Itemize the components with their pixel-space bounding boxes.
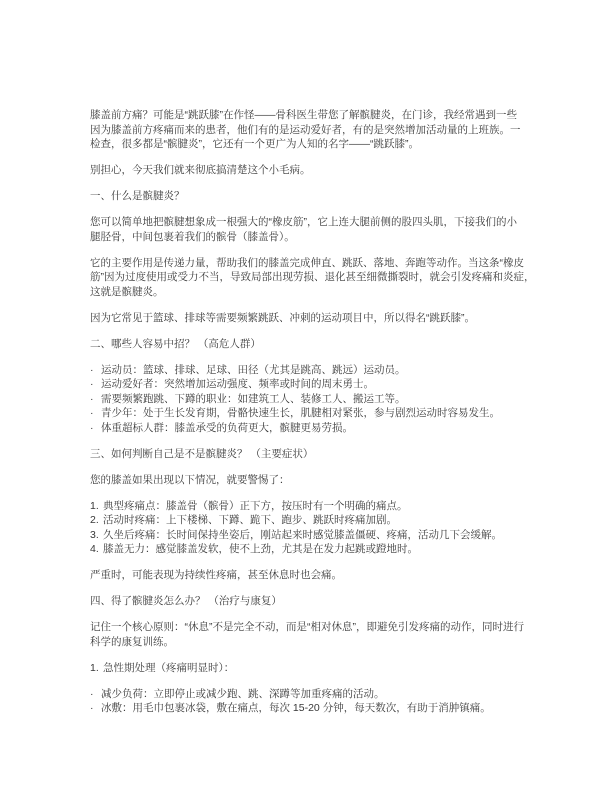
bullet-list — [90, 687, 542, 716]
section-heading — [90, 594, 542, 609]
bullet-icon: · — [90, 363, 94, 376]
item-number: 4. — [90, 543, 99, 555]
text-line: 因为它常见于篮球、排球等需要频繁跳跃、冲刺的运动项目中，所以得名“跳跃膝”。 — [90, 311, 475, 324]
list-item — [90, 513, 542, 528]
paragraph — [90, 215, 542, 244]
numbered-list — [90, 499, 542, 557]
section-heading — [90, 337, 542, 352]
list-item — [90, 528, 542, 543]
list-item — [90, 392, 542, 407]
list-item — [90, 406, 542, 421]
item-number: 1. — [90, 661, 99, 674]
text-line: 记住一个核心原则：“休息”不是完全不动，而是“相对休息”，即避免引发疼痛的动作，同时进行 — [90, 621, 524, 633]
text-line: 这就是髌腱炎。 — [90, 285, 164, 298]
heading-text: 三、如何判断自己是不是髌腱炎？ （主要症状） — [90, 447, 314, 460]
list-item — [90, 363, 542, 378]
paragraph — [90, 473, 542, 488]
text-line: 严重时，可能表现为持续性疼痛，甚至休息时也会痛。 — [90, 569, 342, 581]
item-number: 2. — [90, 514, 99, 526]
list-item-text: 典型疼痛点：膝盖骨（髌骨）正下方，按压时有一个明确的痛点。 — [103, 499, 408, 512]
list-item — [90, 499, 542, 514]
paragraph — [90, 620, 542, 649]
heading-text: 一、什么是髌腱炎？ — [90, 190, 185, 202]
text-line: 因为膝盖前方疼痛而来的患者，他们有的是运动爱好者，有的是突然增加活动量的上班族。一 — [90, 123, 521, 136]
numbered-list — [90, 661, 542, 676]
bullet-list — [90, 363, 542, 436]
list-item — [90, 701, 542, 716]
bullet-icon: · — [90, 392, 94, 405]
paragraph — [90, 311, 542, 326]
text-line: 科学的康复训练。 — [90, 635, 174, 648]
list-item-text: 膝盖无力：感觉膝盖发软，使不上劲，尤其是在发力起跳或蹬地时。 — [103, 543, 418, 555]
list-item-text: 急性期处理（疼痛明显时）： — [103, 661, 235, 674]
text-line: 别担心，今天我们就来彻底搞清楚这个小毛病。 — [90, 164, 311, 176]
list-item-text: 青少年：处于生长发育期，骨骼快速生长，肌腱相对紧张，参与剧烈运动时容易发生。 — [101, 407, 500, 419]
list-item-text: 活动时疼痛：上下楼梯、下蹲、跪下、跑步、跳跃时疼痛加剧。 — [103, 514, 397, 526]
text-line: 筋”因为过度使用或受力不当，导致局部出现劳损、退化甚至细微撕裂时，就会引发疼痛和炎症， — [90, 271, 535, 283]
item-number: 1. — [90, 499, 99, 512]
list-item-text: 减少负荷：立即停止或减少跑、跳、深蹲等加重疼痛的活动。 — [101, 687, 385, 700]
list-item-text: 体重超标人群：膝盖承受的负荷更大，髌腱更易劳损。 — [101, 421, 353, 434]
list-item — [90, 661, 542, 676]
list-item — [90, 377, 542, 392]
paragraph — [90, 108, 542, 152]
list-item-text: 运动员：篮球、排球、足球、田径（尤其是跳高、跳远）运动员。 — [101, 363, 406, 376]
paragraph — [90, 256, 542, 300]
list-item-text: 运动爱好者：突然增加运动强度、频率或时间的周末勇士。 — [101, 378, 374, 390]
bullet-icon: · — [90, 687, 94, 700]
list-item — [90, 421, 542, 436]
paragraph — [90, 163, 542, 178]
list-item-text: 久坐后疼痛：长时间保持坐姿后，刚站起来时感觉膝盖僵硬、疼痛，活动几下会缓解。 — [103, 528, 502, 541]
text-line: 检查，很多都是“髌腱炎”，它还有一个更广为人知的名字——“跳跃膝”。 — [90, 138, 419, 150]
heading-text: 二、哪些人容易中招？ （高危人群） — [90, 337, 261, 350]
section-heading — [90, 189, 542, 204]
list-item — [90, 687, 542, 702]
bullet-icon: · — [90, 421, 94, 434]
list-item-text: 冰敷：用毛巾包裹冰袋，敷在痛点，每次 15-20 分钟，每天数次，有助于消肿镇痛。 — [101, 702, 491, 714]
paragraph — [90, 568, 542, 583]
section-heading — [90, 447, 542, 462]
item-number: 3. — [90, 528, 99, 541]
text-line: 膝盖前方痛？可能是“跳跃膝”在作怪——骨科医生带您了解髌腱炎，在门诊，我经常遇到一些 — [90, 109, 517, 121]
bullet-icon: · — [90, 702, 94, 714]
text-line: 您的膝盖如果出现以下情况，就要警惕了： — [90, 473, 290, 486]
list-item — [90, 542, 542, 557]
list-item-text: 需要频繁跑跳、下蹲的职业：如建筑工人、装修工人、搬运工等。 — [101, 392, 406, 405]
text-line: 它的主要作用是传递力量，帮助我们的膝盖完成伸直、跳跃、落地、奔跑等动作。当这条“橡皮 — [90, 256, 524, 269]
text-line: 您可以简单地把髌腱想象成一根强大的“橡皮筋”，它上连大腿前侧的股四头肌，下接我们的小 — [90, 216, 517, 228]
heading-text: 四、得了髌腱炎怎么办？ （治疗与康复） — [90, 595, 282, 607]
bullet-icon: · — [90, 407, 94, 419]
bullet-icon: · — [90, 378, 94, 390]
text-line: 腿胫骨，中间包裹着我们的髌骨（膝盖骨）。 — [90, 230, 295, 243]
